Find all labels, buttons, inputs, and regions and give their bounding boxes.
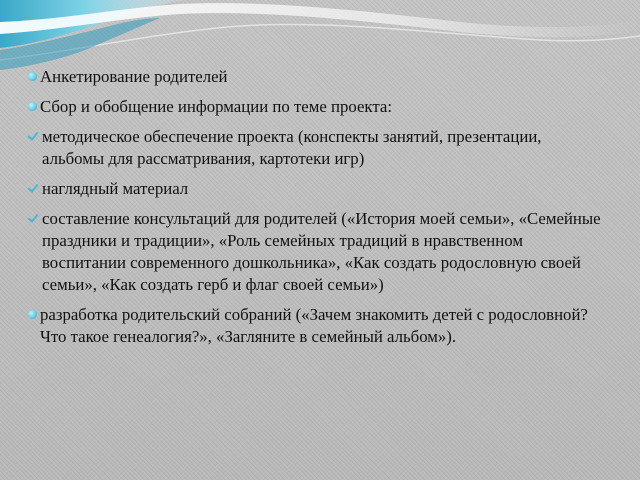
list-item-text: составление консультаций для родителей («История моей семьи», «Семейные праздники и традиции», «Роль семейных традиций в нравственном воспитании современного дошкольника», «Как создать родословную своей семьи», «Как создать герб и флаг своей семьи») (42, 209, 601, 294)
list-item (28, 66, 603, 88)
list-item-text: методическое обеспечение проекта (конспекты занятий, презентации, альбомы для рассматривания, картотеки игр) (42, 127, 542, 168)
bullet-list (28, 66, 603, 356)
list-item-text: разработка родительский собраний («Зачем знакомить детей с родословной? Что такое генеалогия?», «Загляните в семейный альбом»). (40, 305, 588, 346)
bullet-check-icon (28, 182, 38, 192)
list-item (28, 304, 603, 348)
list-item-text: наглядный материал (42, 179, 189, 198)
list-item (28, 208, 603, 296)
bullet-dot-icon (28, 72, 37, 81)
list-item-text: Сбор и обобщение информации по теме проекта: (40, 97, 392, 116)
bullet-dot-icon (28, 102, 37, 111)
bullet-check-icon (28, 130, 38, 140)
bullet-check-icon (28, 212, 38, 222)
list-item (28, 178, 603, 200)
list-item (28, 126, 603, 170)
bullet-dot-icon (28, 310, 37, 319)
list-item (28, 96, 603, 118)
list-item-text: Анкетирование родителей (40, 67, 228, 86)
